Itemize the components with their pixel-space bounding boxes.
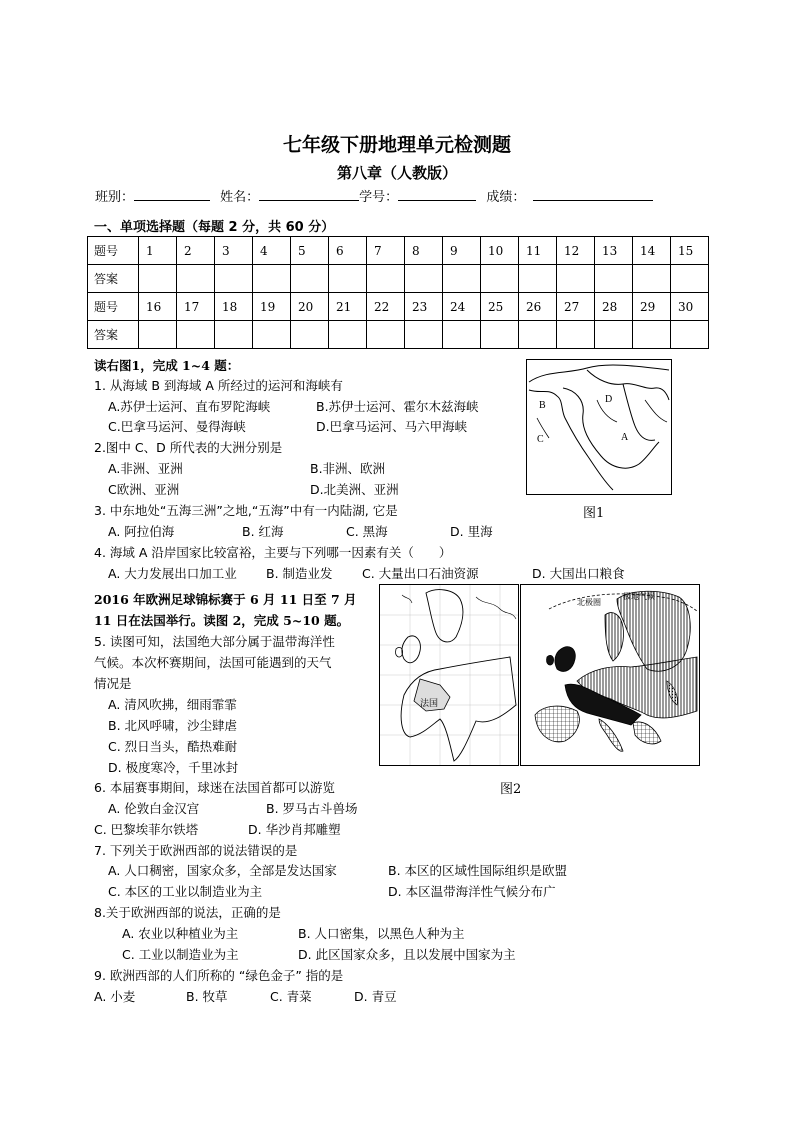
q9-option-a[interactable]: A. 小麦 bbox=[94, 989, 136, 1004]
map-label-france: 法国 bbox=[420, 698, 439, 708]
score-field[interactable] bbox=[533, 188, 653, 201]
question-number: 15 bbox=[671, 237, 709, 265]
q8-option-d[interactable]: D. 此区国家众多，且以发展中国家为主 bbox=[298, 947, 516, 962]
row-label: 答案 bbox=[88, 321, 139, 349]
q5-option-b[interactable]: B. 北风呼啸，沙尘肆虐 bbox=[108, 718, 238, 733]
region-label-d: D bbox=[605, 394, 613, 405]
answer-grid bbox=[87, 236, 709, 349]
q4-option-b[interactable]: B. 制造业发 bbox=[266, 566, 333, 581]
answer-cell[interactable] bbox=[595, 265, 633, 293]
sea-label-b: B bbox=[539, 400, 546, 411]
answer-cell[interactable] bbox=[291, 321, 329, 349]
answer-cell[interactable] bbox=[367, 321, 405, 349]
q2-option-d[interactable]: D.北美洲、亚洲 bbox=[310, 482, 399, 497]
intro-text-2-line-1: 2016 年欧洲足球锦标赛于 6 月 11 日至 7 月 bbox=[94, 592, 357, 607]
q1-option-c[interactable]: C.巴拿马运河、曼得海峡 bbox=[108, 419, 246, 434]
q2-stem: 2.图中 C、D 所代表的大洲分别是 bbox=[94, 440, 283, 455]
figure2-caption: 图2 bbox=[500, 782, 522, 797]
q4-stem: 4. 海域 A 沿岸国家比较富裕，主要与下列哪一因素有关（ ） bbox=[94, 545, 452, 560]
q6-option-b[interactable]: B. 罗马古斗兽场 bbox=[266, 801, 358, 816]
q4-option-a[interactable]: A. 大力发展出口加工业 bbox=[108, 566, 237, 581]
page-title: 七年级下册地理单元检测题 bbox=[282, 134, 511, 156]
q7-option-c[interactable]: C. 本区的工业以制造业为主 bbox=[108, 884, 263, 899]
q6-stem: 6. 本届赛事期间，球迷在法国首都可以游览 bbox=[94, 780, 335, 795]
q9-stem: 9. 欧洲西部的人们所称的 “绿色金子” 指的是 bbox=[94, 968, 344, 983]
sea-label-a: A bbox=[621, 432, 629, 443]
q3-option-c[interactable]: C. 黑海 bbox=[346, 524, 388, 539]
question-number: 2 bbox=[177, 237, 215, 265]
answer-cell[interactable] bbox=[633, 321, 671, 349]
answer-cell[interactable] bbox=[557, 321, 595, 349]
q8-option-c[interactable]: C. 工业以制造业为主 bbox=[122, 947, 239, 962]
answer-cell[interactable] bbox=[139, 321, 177, 349]
figure1-map bbox=[526, 359, 672, 495]
q8-stem: 8.关于欧洲西部的说法，正确的是 bbox=[94, 905, 281, 920]
class-label: 班别： bbox=[95, 190, 135, 205]
answer-row-1 bbox=[88, 265, 709, 293]
question-number: 9 bbox=[443, 237, 481, 265]
answer-cell[interactable] bbox=[253, 321, 291, 349]
q9-option-d[interactable]: D. 青豆 bbox=[354, 989, 397, 1004]
row-label: 答案 bbox=[88, 265, 139, 293]
question-number: 1 bbox=[139, 237, 177, 265]
question-number: 11 bbox=[519, 237, 557, 265]
q7-stem: 7. 下列关于欧洲西部的说法错误的是 bbox=[94, 843, 298, 858]
question-number: 29 bbox=[633, 293, 671, 321]
map-label-polar-climate: 极地气候 bbox=[623, 592, 655, 601]
class-field[interactable] bbox=[134, 188, 210, 201]
q7-option-d[interactable]: D. 本区温带海洋性气候分布广 bbox=[388, 884, 556, 899]
middle-east-map-drawing bbox=[527, 360, 671, 494]
q4-option-d[interactable]: D. 大国出口粮食 bbox=[532, 566, 625, 581]
question-number: 8 bbox=[405, 237, 443, 265]
figure2-map-left bbox=[379, 584, 519, 766]
question-number: 16 bbox=[139, 293, 177, 321]
q6-option-d[interactable]: D. 华沙肖邦雕塑 bbox=[248, 822, 341, 837]
q5-stem-line-1: 5. 读图可知，法国绝大部分属于温带海洋性 bbox=[94, 634, 335, 649]
answer-cell[interactable] bbox=[405, 265, 443, 293]
question-number: 25 bbox=[481, 293, 519, 321]
answer-cell[interactable] bbox=[329, 321, 367, 349]
question-number: 17 bbox=[177, 293, 215, 321]
question-number: 6 bbox=[329, 237, 367, 265]
question-number: 28 bbox=[595, 293, 633, 321]
q3-option-d[interactable]: D. 里海 bbox=[450, 524, 493, 539]
id-label: 学号： bbox=[359, 190, 399, 205]
q1-option-a[interactable]: A.苏伊士运河、直布罗陀海峡 bbox=[108, 399, 271, 414]
answer-cell[interactable] bbox=[481, 321, 519, 349]
q7-option-b[interactable]: B. 本区的区域性国际组织是欧盟 bbox=[388, 863, 568, 878]
answer-cell[interactable] bbox=[595, 321, 633, 349]
question-number: 7 bbox=[367, 237, 405, 265]
q5-stem-line-3: 情况是 bbox=[94, 676, 132, 691]
q1-option-d[interactable]: D.巴拿马运河、马六甲海峡 bbox=[316, 419, 468, 434]
question-number: 3 bbox=[215, 237, 253, 265]
q2-option-c[interactable]: C欧洲、亚洲 bbox=[108, 482, 180, 497]
question-number: 5 bbox=[291, 237, 329, 265]
answer-cell[interactable] bbox=[215, 321, 253, 349]
answer-cell[interactable] bbox=[177, 321, 215, 349]
q4-option-c[interactable]: C. 大量出口石油资源 bbox=[362, 566, 479, 581]
q3-stem: 3. 中东地处“五海三洲”之地,“五海”中有一内陆湖, 它是 bbox=[94, 503, 398, 518]
answer-cell[interactable] bbox=[481, 265, 519, 293]
q9-option-c[interactable]: C. 青菜 bbox=[270, 989, 312, 1004]
row-label: 题号 bbox=[88, 293, 139, 321]
answer-cell[interactable] bbox=[633, 265, 671, 293]
name-field[interactable] bbox=[259, 188, 359, 201]
answer-cell[interactable] bbox=[291, 265, 329, 293]
q5-option-d[interactable]: D. 极度寒冷，千里冰封 bbox=[108, 760, 239, 775]
answer-cell[interactable] bbox=[139, 265, 177, 293]
intro-text-1: 读右图1，完成 1~4 题： bbox=[94, 358, 240, 373]
page-subtitle: 第八章（人教版） bbox=[336, 164, 457, 182]
answer-cell[interactable] bbox=[443, 321, 481, 349]
question-number: 20 bbox=[291, 293, 329, 321]
question-number: 4 bbox=[253, 237, 291, 265]
q8-option-b[interactable]: B. 人口密集，以黑色人种为主 bbox=[298, 926, 465, 941]
question-number: 22 bbox=[367, 293, 405, 321]
answer-cell[interactable] bbox=[367, 265, 405, 293]
name-label: 姓名： bbox=[220, 190, 260, 205]
q3-option-b[interactable]: B. 红海 bbox=[242, 524, 284, 539]
answer-row-2 bbox=[88, 321, 709, 349]
section-heading: 一、单项选择题（每题 2 分，共 60 分） bbox=[94, 220, 335, 235]
answer-cell[interactable] bbox=[671, 321, 709, 349]
question-number: 24 bbox=[443, 293, 481, 321]
region-label-c: C bbox=[537, 434, 544, 445]
q9-option-b[interactable]: B. 牧草 bbox=[186, 989, 228, 1004]
question-number: 10 bbox=[481, 237, 519, 265]
figure1-caption: 图1 bbox=[583, 506, 605, 521]
question-number: 21 bbox=[329, 293, 367, 321]
question-number: 19 bbox=[253, 293, 291, 321]
question-number: 27 bbox=[557, 293, 595, 321]
answer-cell[interactable] bbox=[177, 265, 215, 293]
q6-option-a[interactable]: A. 伦敦白金汉宫 bbox=[108, 801, 200, 816]
question-number: 12 bbox=[557, 237, 595, 265]
q5-stem-line-2: 气候。本次杯赛期间，法国可能遇到的天气 bbox=[94, 655, 332, 670]
q8-option-a[interactable]: A. 农业以种植业为主 bbox=[122, 926, 239, 941]
map-label-arctic-circle: 北极圈 bbox=[577, 598, 601, 607]
answer-cell[interactable] bbox=[405, 321, 443, 349]
q1-option-b[interactable]: B.苏伊士运河、霍尔木兹海峡 bbox=[316, 399, 479, 414]
answer-cell[interactable] bbox=[519, 321, 557, 349]
q5-option-a[interactable]: A. 清风吹拂，细雨霏霏 bbox=[108, 697, 237, 712]
answer-cell[interactable] bbox=[557, 265, 595, 293]
question-number: 18 bbox=[215, 293, 253, 321]
q7-option-a[interactable]: A. 人口稠密，国家众多，全部是发达国家 bbox=[108, 863, 337, 878]
row-label: 题号 bbox=[88, 237, 139, 265]
question-number: 23 bbox=[405, 293, 443, 321]
europe-political-map-drawing bbox=[380, 585, 518, 765]
q2-option-a[interactable]: A.非洲、亚洲 bbox=[108, 461, 183, 476]
question-number: 14 bbox=[633, 237, 671, 265]
q5-option-c[interactable]: C. 烈日当头，酷热难耐 bbox=[108, 739, 238, 754]
question-number: 26 bbox=[519, 293, 557, 321]
student-info-line bbox=[95, 186, 653, 205]
europe-climate-map-drawing bbox=[521, 585, 699, 765]
answer-cell[interactable] bbox=[671, 265, 709, 293]
figure2-map-right bbox=[520, 584, 700, 766]
number-row-2 bbox=[88, 293, 709, 321]
q6-option-c[interactable]: C. 巴黎埃菲尔铁塔 bbox=[94, 822, 199, 837]
answer-cell[interactable] bbox=[443, 265, 481, 293]
id-field[interactable] bbox=[398, 188, 476, 201]
score-label: 成绩： bbox=[486, 190, 526, 205]
q1-stem: 1. 从海域 B 到海域 A 所经过的运河和海峡有 bbox=[94, 378, 343, 393]
answer-cell[interactable] bbox=[329, 265, 367, 293]
answer-cell[interactable] bbox=[519, 265, 557, 293]
intro-text-2-line-2: 11 日在法国举行。读图 2，完成 5~10 题。 bbox=[94, 613, 350, 628]
answer-cell[interactable] bbox=[253, 265, 291, 293]
question-number: 13 bbox=[595, 237, 633, 265]
question-number: 30 bbox=[671, 293, 709, 321]
answer-cell[interactable] bbox=[215, 265, 253, 293]
q3-option-a[interactable]: A. 阿拉伯海 bbox=[108, 524, 175, 539]
number-row-1 bbox=[88, 237, 709, 265]
q2-option-b[interactable]: B.非洲、欧洲 bbox=[310, 461, 386, 476]
